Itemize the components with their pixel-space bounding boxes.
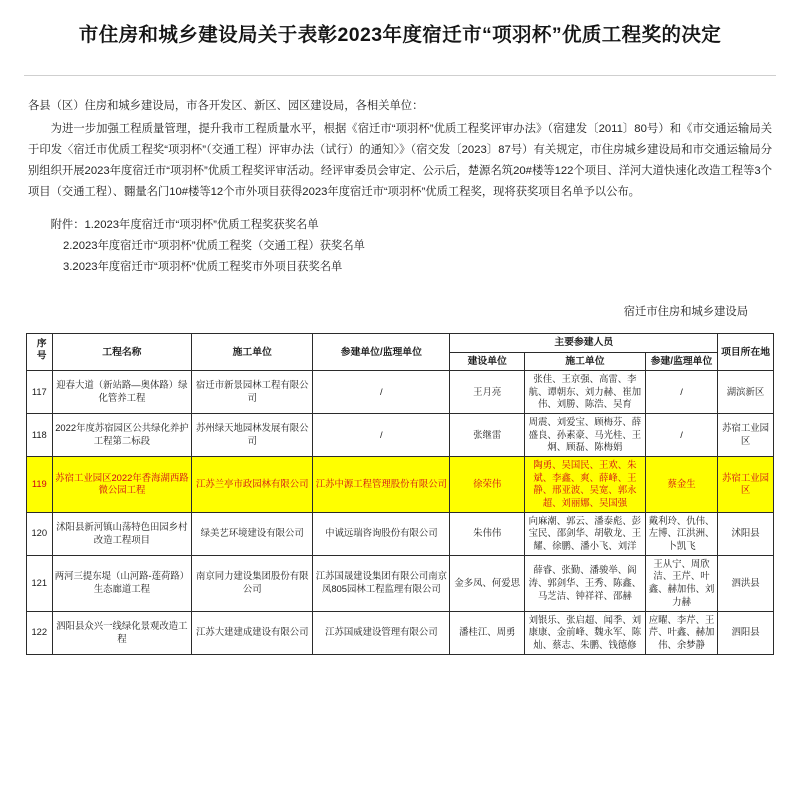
cell-location: 泗洪县 [718, 555, 774, 611]
cell-supervisor: 江苏中源工程管理股份有限公司 [313, 456, 450, 512]
cell-project-name: 2022年度苏宿园区公共绿化养护工程第二标段 [52, 413, 192, 456]
cell-contractor: 宿迁市新景园林工程有限公司 [192, 370, 313, 413]
issuing-authority: 宿迁市住房和城乡建设局 [623, 306, 748, 319]
cell-personnel-supervisor: / [645, 413, 717, 456]
table-row [27, 370, 774, 413]
cell-seq: 118 [27, 413, 53, 456]
award-table [26, 333, 774, 654]
attachment-list [28, 215, 772, 278]
cell-personnel-owner: 朱伟伟 [450, 512, 524, 555]
cell-personnel-contractor: 薛睿、张勤、潘骏举、阎涛、郭剑华、王秀、陈鑫、马芝洁、钟祥祥、邵赫 [524, 555, 645, 611]
header-personnel-owner: 建设单位 [450, 352, 524, 370]
attachment-item-1: 附件：1.2023年度宿迁市“项羽杯”优质工程奖获奖名单 [50, 218, 319, 231]
cell-seq: 120 [27, 512, 53, 555]
cell-contractor: 南京同力建设集团股份有限公司 [192, 555, 313, 611]
cell-personnel-owner: 徐荣伟 [450, 456, 524, 512]
cell-location: 苏宿工业园区 [718, 456, 774, 512]
cell-project-name: 两河三提东堤（山河路-莲荷路）生态廊道工程 [52, 555, 192, 611]
cell-supervisor: 中诚远瑞咨询股份有限公司 [313, 512, 450, 555]
cell-location: 湖滨新区 [718, 370, 774, 413]
table-row [27, 413, 774, 456]
cell-seq: 122 [27, 611, 53, 654]
body-paragraph-1: 为进一步加强工程质量管理，提升我市工程质量水平，根据《宿迁市“项羽杯”优质工程奖评审办法》（宿建发〔2011〕80号）和《市交通运输局关于印发〈宿迁市优质工程奖“项羽杯”（交通工程）评审办法（试行）的通知〉》（宿交发〔2023〕87号）有关规定，市住房城乡建设局和市交通运输局分别组织开展2023年度宿迁市“项羽杯”优质工程奖评审活动。经评审委员会审定、公示后，楚源名筑20#楼等122个项目、洋河大道快速化改造工程等3个项目（交通工程）、翾量名门10#楼等12个市外项目获得2023年度宿迁市“项羽杯”优质工程奖，现将获奖项目名单予以公布。 [28, 123, 772, 198]
cell-personnel-supervisor: 应曜、李芹、王芹、叶鑫、赫加伟、余梦静 [645, 611, 717, 654]
cell-seq: 117 [27, 370, 53, 413]
header-seq-label: 序号 [34, 338, 46, 362]
award-table-wrap [26, 333, 774, 654]
cell-personnel-owner: 张继雷 [450, 413, 524, 456]
cell-project-name: 苏宿工业园区2022年香海湖西路微公园工程 [52, 456, 192, 512]
cell-contractor: 绿美艺环境建设有限公司 [192, 512, 313, 555]
header-seq [27, 334, 53, 370]
cell-project-name: 迎春大道（新站路—奥体路）绿化管养工程 [52, 370, 192, 413]
cell-personnel-owner: 潘桂江、周勇 [450, 611, 524, 654]
cell-personnel-contractor: 向麻潮、郭云、潘泰彪、彭宝民、邵剑华、胡敬龙、王耀、徐鹏、潘小飞、刘洋 [524, 512, 645, 555]
cell-project-name: 泗阳县众兴一线绿化景观改造工程 [52, 611, 192, 654]
cell-supervisor: / [313, 413, 450, 456]
page-title: 市住房和城乡建设局关于表彰2023年度宿迁市“项羽杯”优质工程奖的决定 [78, 24, 722, 46]
cell-location: 沭阳县 [718, 512, 774, 555]
cell-location: 苏宿工业园区 [718, 413, 774, 456]
header-location: 项目所在地 [718, 334, 774, 370]
cell-seq: 121 [27, 555, 53, 611]
cell-personnel-contractor: 陶勇、吴国民、王欢、朱斌、李鑫、爽、薛峰、王静、邢亚波、吴宽、郭永超、刘丽娜、吴国强 [524, 456, 645, 512]
cell-project-name: 沭阳县新河镇山荡特色田园乡村改造工程项目 [52, 512, 192, 555]
attachment-item-2: 2.2023年度宿迁市“项羽杯”优质工程奖（交通工程）获奖名单 [63, 239, 365, 252]
cell-supervisor: 江苏国晟建设集团有限公司南京凤805园林工程监理有限公司 [313, 555, 450, 611]
table-row-highlighted [27, 456, 774, 512]
cell-personnel-contractor: 周震、刘爱宝、顾梅芬、薛盛良、孙素豪、马光桂、王炯、顾磊、陈梅娟 [524, 413, 645, 456]
cell-contractor: 苏州绿天地园林发展有限公司 [192, 413, 313, 456]
cell-personnel-supervisor: 蔡金生 [645, 456, 717, 512]
table-header-row-1 [27, 334, 774, 352]
cell-personnel-contractor: 张佳、王京强、高雷、李航、谭朝东、刘力赫、崔加伟、刘勝、陈浩、吴育 [524, 370, 645, 413]
header-personnel-group: 主要参建人员 [450, 334, 718, 352]
table-row [27, 555, 774, 611]
header-supervisor: 参建单位/监理单位 [313, 334, 450, 370]
header-contractor: 施工单位 [192, 334, 313, 370]
cell-personnel-contractor: 刘银乐、张启超、闻季、刘康康、金前峰、魏永军、陈灿、蔡志、朱鹏、钱德修 [524, 611, 645, 654]
cell-location: 泗阳县 [718, 611, 774, 654]
cell-personnel-owner: 王月亮 [450, 370, 524, 413]
cell-contractor: 江苏大建建成建设有限公司 [192, 611, 313, 654]
cell-supervisor: / [313, 370, 450, 413]
attachment-item-3: 3.2023年度宿迁市“项羽杯”优质工程奖市外项目获奖名单 [63, 260, 343, 273]
cell-supervisor: 江苏国威建设管理有限公司 [313, 611, 450, 654]
cell-contractor: 江苏兰亭市政园林有限公司 [192, 456, 313, 512]
salutation: 各县（区）住房和城乡建设局，市各开发区、新区、园区建设局，各相关单位： [28, 100, 424, 113]
cell-personnel-owner: 金多凤、何爱思 [450, 555, 524, 611]
table-row [27, 512, 774, 555]
table-row [27, 611, 774, 654]
header-personnel-supervisor: 参建/监理单位 [645, 352, 717, 370]
cell-seq: 119 [27, 456, 53, 512]
title-divider [24, 75, 776, 76]
header-personnel-contractor: 施工单位 [524, 352, 645, 370]
cell-personnel-supervisor: 王从宁、周欣洁、王芹、叶鑫、赫加伟、刘力赫 [645, 555, 717, 611]
document-body [28, 96, 772, 277]
document-page [0, 22, 800, 796]
header-project-name: 工程名称 [52, 334, 192, 370]
cell-personnel-supervisor: 戴利玲、仇伟、左博、江洪洲、卜凯飞 [645, 512, 717, 555]
cell-personnel-supervisor: / [645, 370, 717, 413]
